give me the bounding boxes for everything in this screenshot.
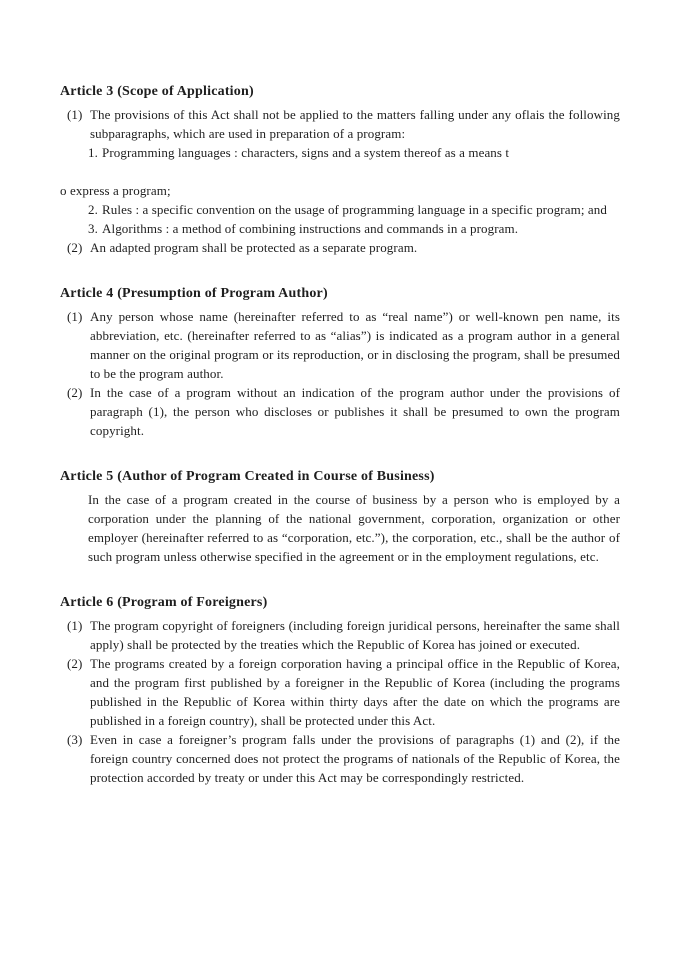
paragraph-marker: (2) <box>67 240 83 255</box>
article-heading: Article 6 (Program of Foreigners) <box>60 595 268 610</box>
paragraph <box>67 383 620 440</box>
paragraph <box>67 730 620 787</box>
subparagraph-marker: 2. <box>88 202 98 217</box>
subparagraph-marker: 3. <box>88 221 98 236</box>
paragraph <box>67 654 620 730</box>
paragraph <box>67 616 620 654</box>
paragraph-text: Even in case a foreigner’s program falls under the provisions of paragraphs (1) and (2), if the foreign country concerned does not protect the programs of nationals of the Republic of Korea, the protection accorded by treaty or under this Act may be correspondingly restricted. <box>90 732 620 785</box>
paragraph-marker: (2) <box>67 385 83 400</box>
continuation-line: o express a program; <box>60 183 171 198</box>
subparagraph-text: Algorithms : a method of combining instructions and commands in a program. <box>102 221 519 236</box>
paragraph-text: The programs created by a foreign corporation having a principal office in the Republic of Korea, and the program first published by a foreigner in the Republic of Korea (including the programs published in the Republic of Korea within thirty days after the date on which the programs are published in a foreign country), shall be protected under this Act. <box>90 656 620 728</box>
paragraph-text: In the case of a program created in the course of business by a person who is employed by a corporation under the planning of the national government, corporation, organization or other employer (hereinafter referred to as “corporation, etc.”), the corporation, etc., shall be the author of such program unless otherwise specified in the agreement or in the employment regulations, etc. <box>88 492 620 564</box>
paragraph-marker: (1) <box>67 107 83 122</box>
article-heading: Article 5 (Author of Program Created in Course of Business) <box>60 469 435 484</box>
paragraph-marker: (2) <box>67 656 83 671</box>
paragraph <box>67 105 620 143</box>
paragraph-text: The provisions of this Act shall not be applied to the matters falling under any oflais the following subparagraphs, which are used in preparation of a program: <box>90 107 620 141</box>
article-5 <box>60 467 620 566</box>
subparagraph-text: Rules : a specific convention on the usage of programming language in a specific program; and <box>102 202 607 217</box>
article-6 <box>60 593 620 787</box>
article-3 <box>60 82 620 257</box>
paragraph-marker: (1) <box>67 618 83 633</box>
paragraph-text: In the case of a program without an indication of the program author under the provisions of paragraph (1), the person who discloses or publishes it shall be presumed to own the program copyright. <box>90 385 620 438</box>
subparagraph <box>88 200 620 219</box>
paragraph-text: Any person whose name (hereinafter referred to as “real name”) or well-known pen name, its abbreviation, etc. (hereinafter referred to as “alias”) is indicated as a program author in a general manner on the original program or its reproduction, or in disclosing the program, shall be presumed to be the program author. <box>90 309 620 381</box>
paragraph-marker: (3) <box>67 732 83 747</box>
subparagraph <box>88 143 620 162</box>
article-heading: Article 4 (Presumption of Program Author) <box>60 286 328 301</box>
paragraph-text: An adapted program shall be protected as a separate program. <box>90 240 418 255</box>
paragraph-text: The program copyright of foreigners (including foreign juridical persons, hereinafter the same shall apply) shall be protected by the treaties which the Republic of Korea has joined or executed. <box>90 618 620 652</box>
paragraph <box>67 307 620 383</box>
subparagraph <box>88 219 620 238</box>
article-heading: Article 3 (Scope of Application) <box>60 84 254 99</box>
article-4 <box>60 284 620 440</box>
subparagraph-text: Programming languages : characters, signs and a system thereof as a means t <box>102 145 510 160</box>
subparagraph-marker: 1. <box>88 145 98 160</box>
paragraph <box>67 238 620 257</box>
paragraph-marker: (1) <box>67 309 83 324</box>
